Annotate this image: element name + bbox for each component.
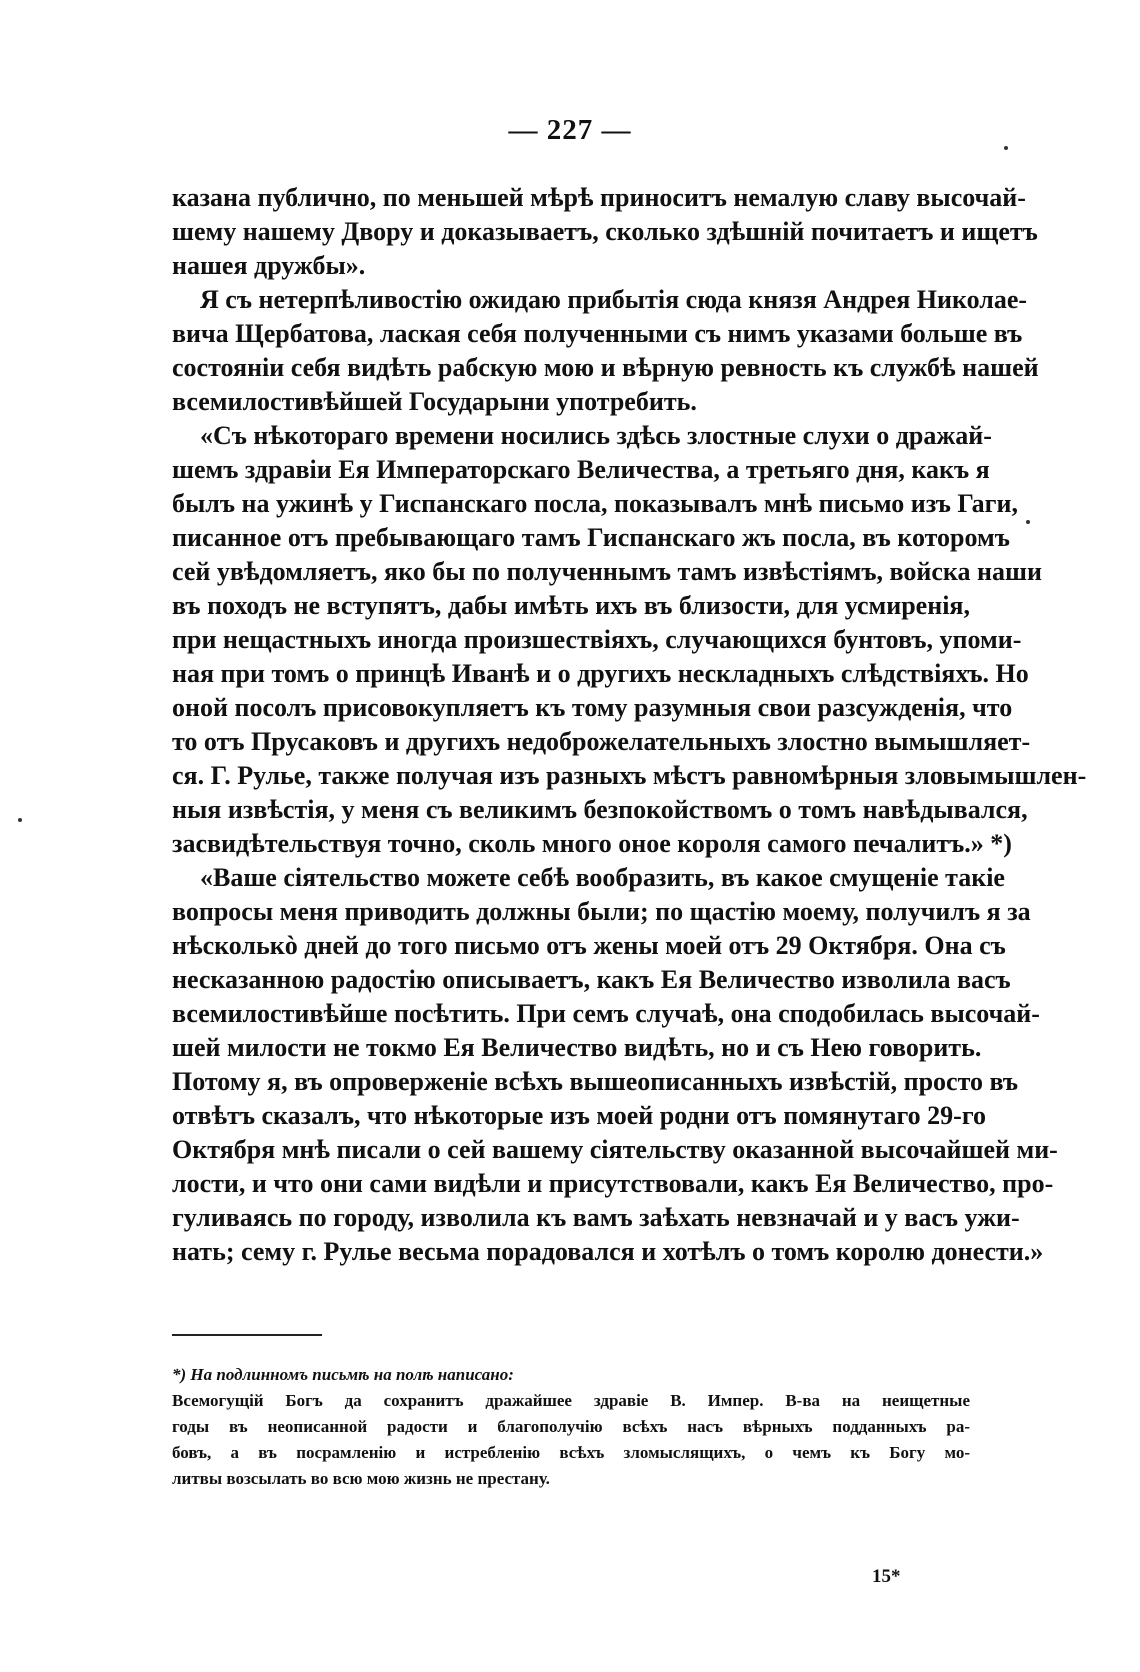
scan-speck [1004,146,1008,150]
text-line: нѣсколькò дней до того письмо отъ жены моей отъ 29 Октября. Она съ [172,931,1006,960]
text-line: состояніи себя видѣть рабскую мою и вѣрную ревность къ службѣ нашей [172,353,1039,382]
footnote-line: годы въ неописанной радости и благополучію всѣхъ насъ вѣрныхъ подданныхъ ра- [172,1417,970,1436]
footnote-heading: *) На подлинномъ письмѣ на полѣ написано: [172,1365,514,1384]
footnote-divider [172,1334,322,1336]
text-line: въ походъ не вступятъ, дабы имѣть ихъ въ близости, для усмиренія, [172,591,970,620]
footnote-line: бовъ, а въ посрамленію и истребленію всѣхъ зломыслящихъ, о чемъ къ Богу мо- [172,1443,970,1462]
text-line: нашея дружбы». [172,251,366,280]
text-line: сей увѣдомляетъ, яко бы по полученнымъ тамъ извѣстіямъ, войска наши [172,557,1042,586]
text-line: былъ на ужинѣ у Гиспанскаго посла, показывалъ мнѣ письмо изъ Гаги, [172,489,1018,518]
text-line: вича Щербатова, лаская себя полученными съ нимъ указами больше въ [172,319,1023,348]
text-line: Потому я, въ опроверженіе всѣхъ вышеописанныхъ извѣстій, просто въ [172,1067,1019,1096]
text-line: «Ваше сіятельство можете себѣ вообразить, въ какое смущеніе такіе [200,863,1005,892]
text-line: оной посолъ присовокупляетъ къ тому разумныя свои разсужденія, что [172,693,1013,722]
text-line: ная при томъ о принцѣ Иванѣ и о другихъ нескладныхъ слѣдствіяхъ. Но [172,659,1029,688]
scan-speck [18,818,22,822]
text-line: всемилостивѣйшей Государыни употребить. [172,387,697,416]
text-line: отвѣтъ сказалъ, что нѣкоторые изъ моей родни отъ помянутаго 29-го [172,1101,986,1130]
body-text [172,181,1087,1269]
text-line: ся. Г. Рулье, также получая изъ разныхъ мѣстъ равномѣрныя зловымышлен- [172,761,1087,790]
text-line: гуливаясь по городу, изволила къ вамъ заѣхать невзначай и у васъ ужи- [172,1203,1020,1232]
footnote-line: Всемогущій Богъ да сохранитъ дражайшее здравіе В. Импер. В-ва на неищетные [172,1391,970,1410]
text-line: шей милости не токмо Ея Величество видѣть, но и съ Нею говорить. [172,1033,982,1062]
signature-mark: 15* [872,1566,901,1587]
page-number: — 227 — [508,114,632,146]
text-line: «Съ нѣкотораго времени носились здѣсь злостные слухи о дражай- [200,421,992,450]
footnote-line: литвы возсылать во всю мою жизнь не престану. [172,1469,550,1488]
text-line: нать; сему г. Рулье весьма порадовался и хотѣлъ о томъ королю донести.» [172,1237,1044,1266]
text-line: при нещастныхъ иногда произшествіяхъ, случающихся бунтовъ, упоми- [172,625,1022,654]
text-line: то отъ Прусаковъ и другихъ недоброжелательныхъ злостно вымышляет- [172,727,1031,756]
text-line: вопросы меня приводить должны были; по щастію моему, получилъ я за [172,897,1031,926]
text-line: всемилостивѣйше посѣтить. При семъ случаѣ, она сподобилась высочай- [172,999,1040,1028]
footnote [172,1362,970,1492]
text-line: ныя извѣстія, у меня съ великимъ безпокойствомъ о томъ навѣдывался, [172,795,1028,824]
text-line: Октября мнѣ писали о сей вашему сіятельству оказанной высочайшей ми- [172,1135,1058,1164]
text-line: казана публично, по меньшей мѣрѣ приноситъ немалую славу высочай- [172,183,1026,212]
text-line: лости, и что они сами видѣли и присутствовали, какъ Ея Величество, про- [172,1169,1054,1198]
text-line: писанное отъ пребывающаго тамъ Гиспанскаго жъ посла, въ которомъ [172,523,1010,552]
text-line: засвидѣтельствуя точно, сколь много оное короля самого печалитъ.» *) [172,829,1012,858]
text-line: Я съ нетерпѣливостію ожидаю прибытія сюда князя Андрея Николае- [200,285,1028,314]
text-line: шему нашему Двору и доказываетъ, сколько здѣшній почитаетъ и ищетъ [172,217,1038,246]
text-line: шемъ здравіи Ея Императорскаго Величества, а третьяго дня, какъ я [172,455,990,484]
scan-speck [1026,520,1030,524]
text-line: несказанною радостію описываетъ, какъ Ея Величество изволила васъ [172,965,1011,994]
